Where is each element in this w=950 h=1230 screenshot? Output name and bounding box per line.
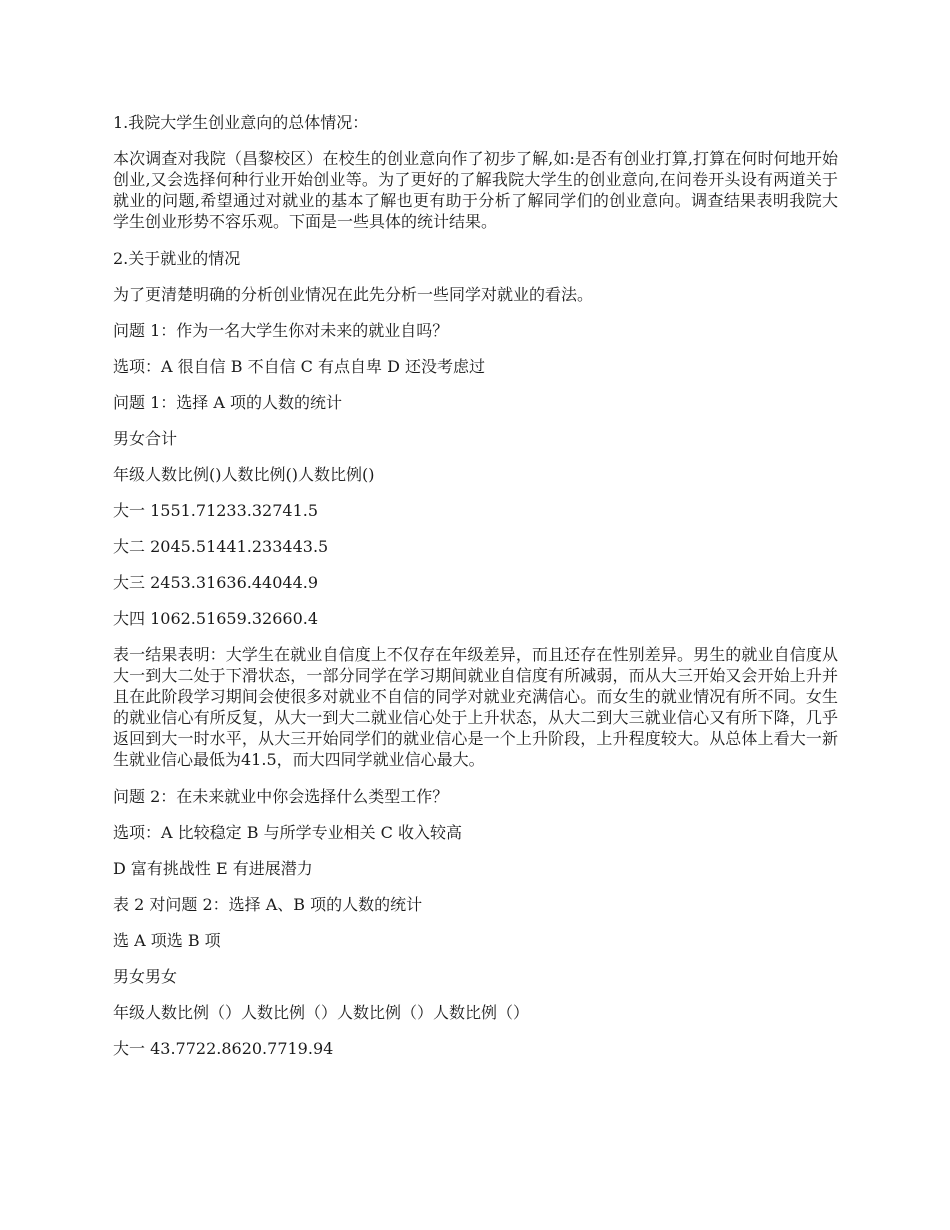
table-1-row: 大二 2045.51441.233443.5: [113, 537, 329, 556]
table-2-header: 选 A 项选 B 项: [113, 931, 221, 950]
paragraph: 为了更清楚明确的分析创业情况在此先分析一些同学对就业的看法。: [113, 285, 594, 304]
table-1-subheader: 年级人数比例()人数比例()人数比例(): [113, 465, 375, 484]
table-1-header: 男女合计: [113, 429, 178, 448]
section-heading-1: 1.我院大学生创业意向的总体情况：: [113, 113, 369, 132]
question-2-options: 选项：A 比较稳定 B 与所学专业相关 C 收入较高: [113, 823, 462, 842]
question-2: 问题 2：在未来就业中你会选择什么类型工作？: [113, 787, 449, 806]
question-2-options-cont: D 富有挑战性 E 有进展潜力: [113, 859, 313, 878]
table-1-row: 大一 1551.71233.32741.5: [113, 501, 319, 520]
document-body: [113, 112, 838, 1074]
table-2-header: 男女男女: [113, 967, 178, 986]
question-1: 问题 1：作为一名大学生你对未来的就业自吗？: [113, 321, 449, 340]
table-1-caption: 问题 1：选择 A 项的人数的统计: [113, 393, 342, 412]
table-2-caption: 表 2 对问题 2：选择 A、B 项的人数的统计: [113, 895, 423, 914]
table-1-analysis: 表一结果表明：大学生在就业自信度上不仅存在年级差异，而且还存在性别差异。男生的就业自信度从大一到大二处于下滑状态，一部分同学在学习期间就业自信度有所减弱，而从大三开始又会开始上升并且在此阶段学习期间会使很多对就业不自信的同学对就业充满信心。而女生的就业情况有所不同。女生的就业信心有所反复，从大一到大二就业信心处于上升状态，从大二到大三就业信心又有所下降，几乎返回到大一时水平，从大三开始同学们的就业信心是一个上升阶段，上升程度较大。从总体上看大一新生就业信心最低为41.5，而大四同学就业信心最大。: [113, 645, 838, 769]
table-2-row: 大一 43.7722.8620.7719.94: [113, 1039, 334, 1058]
table-1-row: 大三 2453.31636.44044.9: [113, 573, 319, 592]
table-1-row: 大四 1062.51659.32660.4: [113, 609, 319, 628]
intro-paragraph: 本次调查对我院（昌黎校区）在校生的创业意向作了初步了解,如:是否有创业打算,打算在何时何地开始创业,又会选择何种行业开始创业等。为了更好的了解我院大学生的创业意向,在问卷开头设有两道关于就业的问题,希望通过对就业的基本了解也更有助于分析了解同学们的创业意向。调查结果表明我院大学生创业形势不容乐观。下面是一些具体的统计结果。: [113, 149, 838, 231]
section-heading-2: 2.关于就业的情况: [113, 249, 241, 268]
table-2-subheader: 年级人数比例（）人数比例（）人数比例（）人数比例（）: [113, 1003, 530, 1022]
question-1-options: 选项：A 很自信 B 不自信 C 有点自卑 D 还没考虑过: [113, 357, 485, 376]
